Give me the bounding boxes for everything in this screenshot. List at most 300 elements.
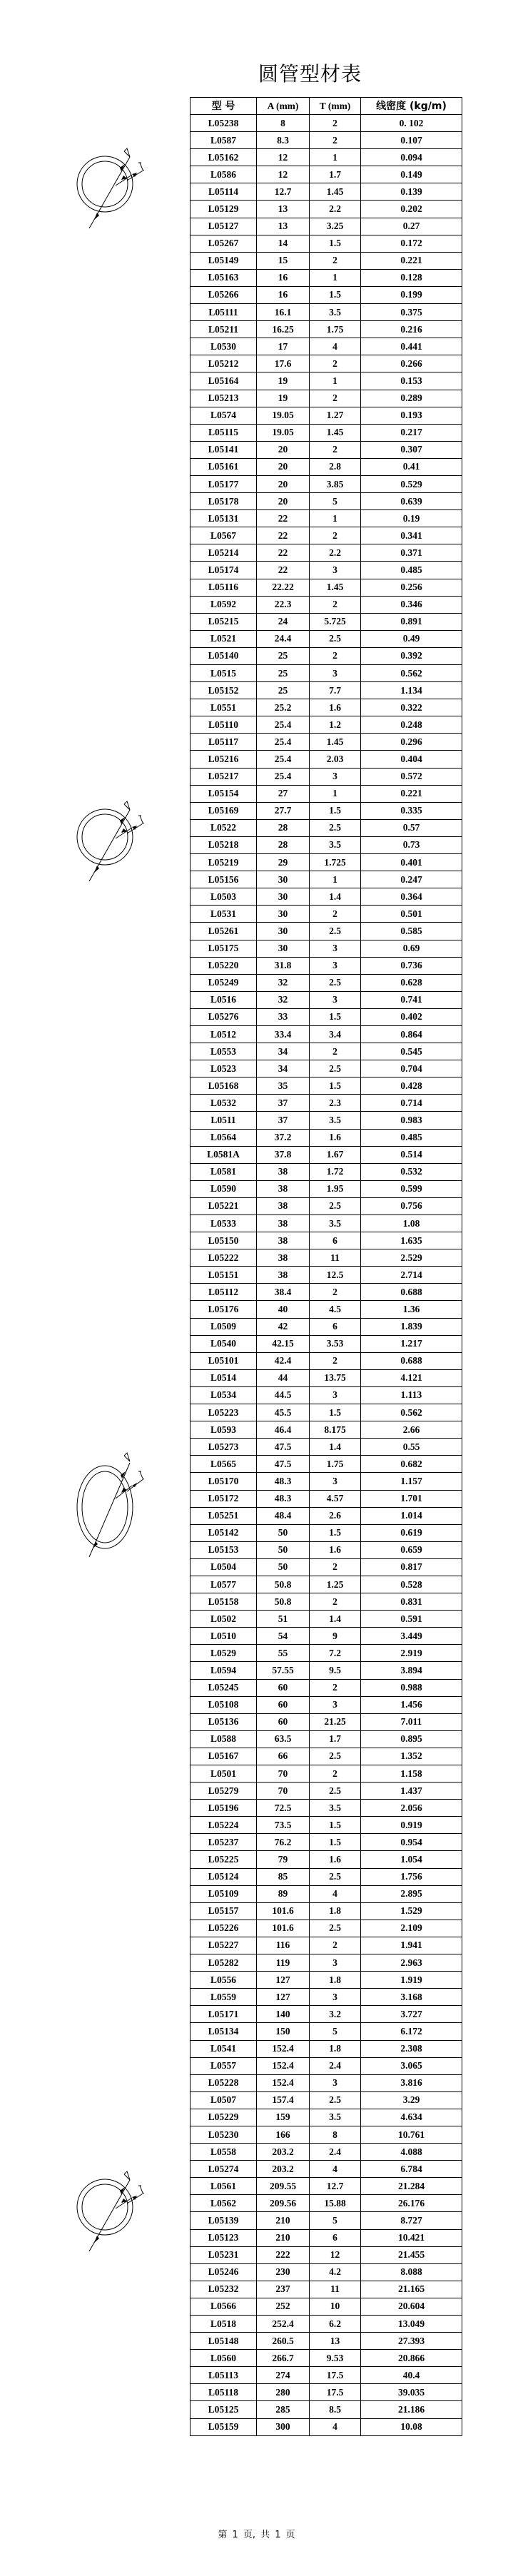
- table-row: [191, 149, 462, 166]
- cell-model: L0533: [191, 1215, 257, 1232]
- cell-a-mm: 116: [257, 1937, 310, 1954]
- table-row: [191, 1524, 462, 1541]
- cell-model: L0562: [191, 2195, 257, 2212]
- cell-t-mm: 2.2: [310, 544, 361, 562]
- table-row: [191, 1386, 462, 1404]
- cell-t-mm: 2: [310, 1937, 361, 1954]
- cell-a-mm: 300: [257, 2418, 310, 2435]
- table-row: [191, 613, 462, 630]
- round-pipe-diagram: [64, 136, 150, 235]
- cell-t-mm: 2: [310, 1593, 361, 1611]
- cell-t-mm: 1: [310, 149, 361, 166]
- page-title: [0, 59, 513, 87]
- cell-a-mm: 70: [257, 1765, 310, 1783]
- cell-t-mm: 1.5: [310, 1524, 361, 1541]
- cell-model: L05112: [191, 1284, 257, 1301]
- table-row: [191, 2298, 462, 2315]
- cell-a-mm: 48.4: [257, 1507, 310, 1524]
- cell-model: L0590: [191, 1180, 257, 1197]
- cell-t-mm: 2.5: [310, 1748, 361, 1765]
- table-row: [191, 2263, 462, 2281]
- table-row: [191, 1077, 462, 1095]
- cell-model: L0511: [191, 1112, 257, 1129]
- cell-t-mm: 1.45: [310, 579, 361, 596]
- table-row: [191, 1558, 462, 1576]
- table-row: [191, 2178, 462, 2195]
- table-row: [191, 1249, 462, 1267]
- cell-t-mm: 3: [310, 1989, 361, 2006]
- cell-a-mm: 63.5: [257, 1730, 310, 1748]
- table-row: [191, 407, 462, 424]
- cell-a-mm: 152.4: [257, 2040, 310, 2057]
- table-row: [191, 1043, 462, 1060]
- cell-a-mm: 252: [257, 2298, 310, 2315]
- round-pipe-diagram: [64, 2159, 150, 2258]
- cell-a-mm: 28: [257, 819, 310, 836]
- table-row: [191, 819, 462, 836]
- cell-t-mm: 1.75: [310, 321, 361, 338]
- cell-t-mm: 1: [310, 269, 361, 286]
- cell-t-mm: 17.5: [310, 2384, 361, 2401]
- cell-t-mm: 1.5: [310, 1008, 361, 1025]
- cell-a-mm: 38.4: [257, 1284, 310, 1301]
- cell-linear-density: 21.284: [361, 2178, 462, 2195]
- cell-linear-density: 3.065: [361, 2057, 462, 2074]
- cell-t-mm: 8: [310, 2126, 361, 2143]
- cell-linear-density: 0.714: [361, 1095, 462, 1112]
- cell-linear-density: 0.296: [361, 734, 462, 751]
- table-row: [191, 527, 462, 544]
- cell-a-mm: 44: [257, 1369, 310, 1386]
- cell-linear-density: 0.817: [361, 1558, 462, 1576]
- cell-t-mm: 3: [310, 991, 361, 1008]
- cell-a-mm: 237: [257, 2281, 310, 2298]
- cell-linear-density: 13.049: [361, 2316, 462, 2333]
- cell-model: L0532: [191, 1095, 257, 1112]
- cell-t-mm: 8.175: [310, 1421, 361, 1439]
- cell-t-mm: 4: [310, 2161, 361, 2178]
- table-row: [191, 2023, 462, 2040]
- cell-linear-density: 1.756: [361, 1868, 462, 1885]
- cell-t-mm: 3.4: [310, 1025, 361, 1043]
- cell-linear-density: 0.69: [361, 940, 462, 957]
- cell-t-mm: 2.5: [310, 1197, 361, 1215]
- cell-a-mm: 54: [257, 1628, 310, 1645]
- table-row: [191, 2401, 462, 2418]
- cell-linear-density: 1.919: [361, 1972, 462, 1989]
- cell-model: L05129: [191, 201, 257, 218]
- cell-model: L05218: [191, 836, 257, 853]
- cell-a-mm: 127: [257, 1972, 310, 1989]
- table-row: [191, 372, 462, 390]
- cell-a-mm: 20: [257, 475, 310, 492]
- cell-t-mm: 3.5: [310, 304, 361, 321]
- cell-t-mm: 1.725: [310, 854, 361, 871]
- cell-a-mm: 76.2: [257, 1834, 310, 1851]
- cell-linear-density: 10.08: [361, 2418, 462, 2435]
- table-row: [191, 2384, 462, 2401]
- cell-model: L0588: [191, 1730, 257, 1748]
- table-row: [191, 1284, 462, 1301]
- cell-a-mm: 50: [257, 1541, 310, 1558]
- cell-linear-density: 2.919: [361, 1645, 462, 1662]
- cell-t-mm: 4: [310, 1885, 361, 1902]
- cell-t-mm: 21.25: [310, 1713, 361, 1730]
- cell-model: L0502: [191, 1611, 257, 1628]
- table-row: [191, 2316, 462, 2333]
- cell-t-mm: 2: [310, 906, 361, 923]
- cell-model: L0531: [191, 906, 257, 923]
- cell-model: L0512: [191, 1025, 257, 1043]
- cell-linear-density: 0.591: [361, 1611, 462, 1628]
- cell-t-mm: 6: [310, 1232, 361, 1249]
- cell-linear-density: 0.149: [361, 166, 462, 183]
- cell-a-mm: 25.2: [257, 699, 310, 716]
- cell-model: L05127: [191, 218, 257, 235]
- cell-a-mm: 22: [257, 510, 310, 527]
- cell-a-mm: 230: [257, 2263, 310, 2281]
- cell-t-mm: 1.6: [310, 1851, 361, 1868]
- table-row: [191, 510, 462, 527]
- table-row: [191, 1490, 462, 1507]
- cell-model: L05116: [191, 579, 257, 596]
- cell-model: L05172: [191, 1490, 257, 1507]
- cell-model: L05151: [191, 1267, 257, 1284]
- cell-a-mm: 40: [257, 1301, 310, 1318]
- cell-a-mm: 38: [257, 1180, 310, 1197]
- table-row: [191, 1611, 462, 1628]
- table-body: [191, 115, 462, 2436]
- table-row: [191, 355, 462, 372]
- oval-pipe-diagram: [64, 1441, 150, 1570]
- cell-linear-density: 0.831: [361, 1593, 462, 1611]
- table-row: [191, 716, 462, 734]
- table-row: [191, 647, 462, 664]
- cell-linear-density: 10.761: [361, 2126, 462, 2143]
- table-row: [191, 596, 462, 613]
- cell-linear-density: 2.529: [361, 1249, 462, 1267]
- cell-linear-density: 4.634: [361, 2109, 462, 2126]
- cell-a-mm: 15: [257, 252, 310, 269]
- cell-model: L05163: [191, 269, 257, 286]
- table-row: [191, 218, 462, 235]
- header-linear-density: 线密度 (kg/m): [361, 98, 462, 115]
- cell-a-mm: 50.8: [257, 1576, 310, 1593]
- table-row: [191, 991, 462, 1008]
- cell-linear-density: 4.121: [361, 1369, 462, 1386]
- cell-linear-density: 0.172: [361, 235, 462, 252]
- cell-model: L05108: [191, 1696, 257, 1713]
- cell-linear-density: 1.701: [361, 1490, 462, 1507]
- cell-model: L0507: [191, 2091, 257, 2109]
- cell-model: L0551: [191, 699, 257, 716]
- cell-t-mm: 1.7: [310, 1730, 361, 1748]
- cell-a-mm: 13: [257, 201, 310, 218]
- cell-model: L0581: [191, 1163, 257, 1180]
- cell-t-mm: 2: [310, 252, 361, 269]
- cell-linear-density: 3.168: [361, 1989, 462, 2006]
- cell-a-mm: 22: [257, 527, 310, 544]
- cell-model: L05219: [191, 854, 257, 871]
- cell-model: L05125: [191, 2401, 257, 2418]
- cell-a-mm: 159: [257, 2109, 310, 2126]
- cell-linear-density: 1.529: [361, 1902, 462, 1920]
- cell-linear-density: 0.628: [361, 974, 462, 991]
- cell-a-mm: 210: [257, 2229, 310, 2246]
- table-row: [191, 235, 462, 252]
- cell-model: L0553: [191, 1043, 257, 1060]
- table-row: [191, 115, 462, 132]
- cell-a-mm: 51: [257, 1611, 310, 1628]
- cell-t-mm: 2.5: [310, 819, 361, 836]
- cell-t-mm: 1.75: [310, 1456, 361, 1473]
- cell-t-mm: 3: [310, 940, 361, 957]
- cell-a-mm: 50: [257, 1524, 310, 1541]
- cell-t-mm: 10: [310, 2298, 361, 2315]
- cell-a-mm: 152.4: [257, 2074, 310, 2091]
- cell-a-mm: 38: [257, 1163, 310, 1180]
- cell-a-mm: 44.5: [257, 1386, 310, 1404]
- cell-model: L05279: [191, 1783, 257, 1800]
- cell-a-mm: 32: [257, 974, 310, 991]
- cell-t-mm: 4: [310, 2418, 361, 2435]
- cell-model: L05150: [191, 1232, 257, 1249]
- table-row: [191, 2109, 462, 2126]
- table-row: [191, 1060, 462, 1077]
- cell-a-mm: 157.4: [257, 2091, 310, 2109]
- cell-linear-density: 8.088: [361, 2263, 462, 2281]
- table-row: [191, 2040, 462, 2057]
- cell-t-mm: 2: [310, 441, 361, 458]
- cell-a-mm: 34: [257, 1060, 310, 1077]
- cell-model: L05153: [191, 1541, 257, 1558]
- cell-a-mm: 42: [257, 1318, 310, 1335]
- cell-model: L05266: [191, 286, 257, 303]
- cell-model: L05216: [191, 751, 257, 768]
- cell-model: L05117: [191, 734, 257, 751]
- table-row: [191, 321, 462, 338]
- cell-model: L05161: [191, 458, 257, 475]
- cell-model: L05223: [191, 1404, 257, 1421]
- cell-model: L0566: [191, 2298, 257, 2315]
- dimension-label-t: [138, 2186, 143, 2193]
- cell-linear-density: 0.128: [361, 269, 462, 286]
- cell-model: L0501: [191, 1765, 257, 1783]
- cell-model: L05213: [191, 390, 257, 407]
- cell-linear-density: 0.639: [361, 493, 462, 510]
- cell-model: L0558: [191, 2144, 257, 2161]
- cell-linear-density: 0.404: [361, 751, 462, 768]
- cell-a-mm: 48.3: [257, 1473, 310, 1490]
- cell-t-mm: 1: [310, 372, 361, 390]
- table-row: [191, 1232, 462, 1249]
- cell-model: L05162: [191, 149, 257, 166]
- cell-model: L05249: [191, 974, 257, 991]
- cell-model: L05115: [191, 424, 257, 441]
- cell-model: L05196: [191, 1800, 257, 1817]
- table-row: [191, 974, 462, 991]
- cell-t-mm: 1.6: [310, 1129, 361, 1146]
- table-row: [191, 1800, 462, 1817]
- cell-a-mm: 14: [257, 235, 310, 252]
- cell-model: L05141: [191, 441, 257, 458]
- cell-model: L05274: [191, 2161, 257, 2178]
- table-row: [191, 1954, 462, 1972]
- cell-linear-density: 0.153: [361, 372, 462, 390]
- cell-linear-density: 0.094: [361, 149, 462, 166]
- table-row: [191, 1765, 462, 1783]
- header-t-mm: T (mm): [310, 98, 361, 115]
- cell-a-mm: 37.2: [257, 1129, 310, 1146]
- cell-linear-density: 40.4: [361, 2367, 462, 2384]
- table-row: [191, 269, 462, 286]
- cell-model: L05226: [191, 1920, 257, 1937]
- table-row: [191, 1902, 462, 1920]
- table-row: [191, 1541, 462, 1558]
- cell-t-mm: 15.88: [310, 2195, 361, 2212]
- page-title-text: 圆管型材表: [258, 62, 362, 86]
- cell-t-mm: 17.5: [310, 2367, 361, 2384]
- cell-model: L05177: [191, 475, 257, 492]
- cell-a-mm: 12: [257, 149, 310, 166]
- table-row: [191, 1025, 462, 1043]
- cell-model: L05215: [191, 613, 257, 630]
- cell-linear-density: 1.08: [361, 1215, 462, 1232]
- cell-t-mm: 1.6: [310, 1541, 361, 1558]
- cell-t-mm: 3: [310, 2074, 361, 2091]
- cell-a-mm: 30: [257, 888, 310, 906]
- cell-a-mm: 140: [257, 2006, 310, 2023]
- cell-a-mm: 33.4: [257, 1025, 310, 1043]
- table-row: [191, 665, 462, 682]
- table-row: [191, 2057, 462, 2074]
- table-row: [191, 1473, 462, 1490]
- cell-model: L05174: [191, 562, 257, 579]
- cell-t-mm: 3: [310, 1696, 361, 1713]
- table-row: [191, 906, 462, 923]
- table-row: [191, 132, 462, 149]
- cell-a-mm: 12.7: [257, 183, 310, 201]
- cell-t-mm: 5: [310, 2212, 361, 2229]
- cell-linear-density: 1.113: [361, 1386, 462, 1404]
- cell-a-mm: 285: [257, 2401, 310, 2418]
- cell-a-mm: 55: [257, 1645, 310, 1662]
- cell-a-mm: 38: [257, 1215, 310, 1232]
- cell-linear-density: 0.375: [361, 304, 462, 321]
- cell-t-mm: 1.4: [310, 1611, 361, 1628]
- cell-linear-density: 0.659: [361, 1541, 462, 1558]
- cell-t-mm: 5: [310, 493, 361, 510]
- table-row: [191, 1662, 462, 1679]
- cell-t-mm: 3: [310, 1954, 361, 1972]
- cell-linear-density: 0.572: [361, 768, 462, 785]
- cell-linear-density: 2.714: [361, 1267, 462, 1284]
- cell-model: L0594: [191, 1662, 257, 1679]
- cell-t-mm: 1.4: [310, 888, 361, 906]
- cell-a-mm: 13: [257, 218, 310, 235]
- header-a-mm: A (mm): [257, 98, 310, 115]
- cell-model: L05139: [191, 2212, 257, 2229]
- cell-linear-density: 0.107: [361, 132, 462, 149]
- cell-a-mm: 85: [257, 1868, 310, 1885]
- cell-model: L05140: [191, 647, 257, 664]
- cell-a-mm: 38: [257, 1249, 310, 1267]
- table-row: [191, 1696, 462, 1713]
- cell-linear-density: 0.441: [361, 338, 462, 355]
- table-row: [191, 2367, 462, 2384]
- cell-t-mm: 3.5: [310, 836, 361, 853]
- cell-a-mm: 72.5: [257, 1800, 310, 1817]
- cell-linear-density: 0.619: [361, 1524, 462, 1541]
- table-row: [191, 475, 462, 492]
- table-row: [191, 1008, 462, 1025]
- table-row: [191, 2418, 462, 2435]
- cell-linear-density: 0.193: [361, 407, 462, 424]
- cell-t-mm: 1.45: [310, 734, 361, 751]
- table-row: [191, 1318, 462, 1335]
- table-row: [191, 871, 462, 888]
- cell-linear-density: 0.428: [361, 1077, 462, 1095]
- cell-model: L05114: [191, 183, 257, 201]
- cell-model: L05276: [191, 1008, 257, 1025]
- cell-t-mm: 2: [310, 596, 361, 613]
- cell-linear-density: 0.529: [361, 475, 462, 492]
- cell-linear-density: 0.532: [361, 1163, 462, 1180]
- cell-t-mm: 1.72: [310, 1163, 361, 1180]
- cell-linear-density: 8.727: [361, 2212, 462, 2229]
- cell-linear-density: 1.217: [361, 1335, 462, 1352]
- cell-model: L05101: [191, 1352, 257, 1369]
- cell-a-mm: 37: [257, 1112, 310, 1129]
- cell-linear-density: 1.941: [361, 1937, 462, 1954]
- cell-a-mm: 25.4: [257, 716, 310, 734]
- cell-a-mm: 32: [257, 991, 310, 1008]
- cell-model: L05225: [191, 1851, 257, 1868]
- table-row: [191, 1989, 462, 2006]
- cell-a-mm: 22.3: [257, 596, 310, 613]
- cell-t-mm: 1.6: [310, 699, 361, 716]
- cell-a-mm: 19: [257, 372, 310, 390]
- table-row: [191, 252, 462, 269]
- cell-model: L05111: [191, 304, 257, 321]
- cell-model: L05123: [191, 2229, 257, 2246]
- table-row: [191, 1197, 462, 1215]
- cell-linear-density: 1.157: [361, 1473, 462, 1490]
- cell-linear-density: 0.247: [361, 871, 462, 888]
- cell-linear-density: 0. 102: [361, 115, 462, 132]
- cell-model: L0556: [191, 1972, 257, 1989]
- table-row: [191, 1593, 462, 1611]
- cell-a-mm: 203.2: [257, 2161, 310, 2178]
- table-row: [191, 1937, 462, 1954]
- cell-model: L05176: [191, 1301, 257, 1318]
- table-row: [191, 1335, 462, 1352]
- cell-model: L0593: [191, 1421, 257, 1439]
- cell-model: L05224: [191, 1817, 257, 1834]
- table-row: [191, 1748, 462, 1765]
- cell-t-mm: 1.27: [310, 407, 361, 424]
- cell-linear-density: 27.393: [361, 2333, 462, 2350]
- cell-t-mm: 4.2: [310, 2263, 361, 2281]
- cell-linear-density: 1.352: [361, 1748, 462, 1765]
- table-row: [191, 1628, 462, 1645]
- cell-linear-density: 0.322: [361, 699, 462, 716]
- cell-a-mm: 89: [257, 1885, 310, 1902]
- cell-a-mm: 22: [257, 544, 310, 562]
- cell-linear-density: 21.186: [361, 2401, 462, 2418]
- cell-t-mm: 2.5: [310, 923, 361, 940]
- cell-model: L05168: [191, 1077, 257, 1095]
